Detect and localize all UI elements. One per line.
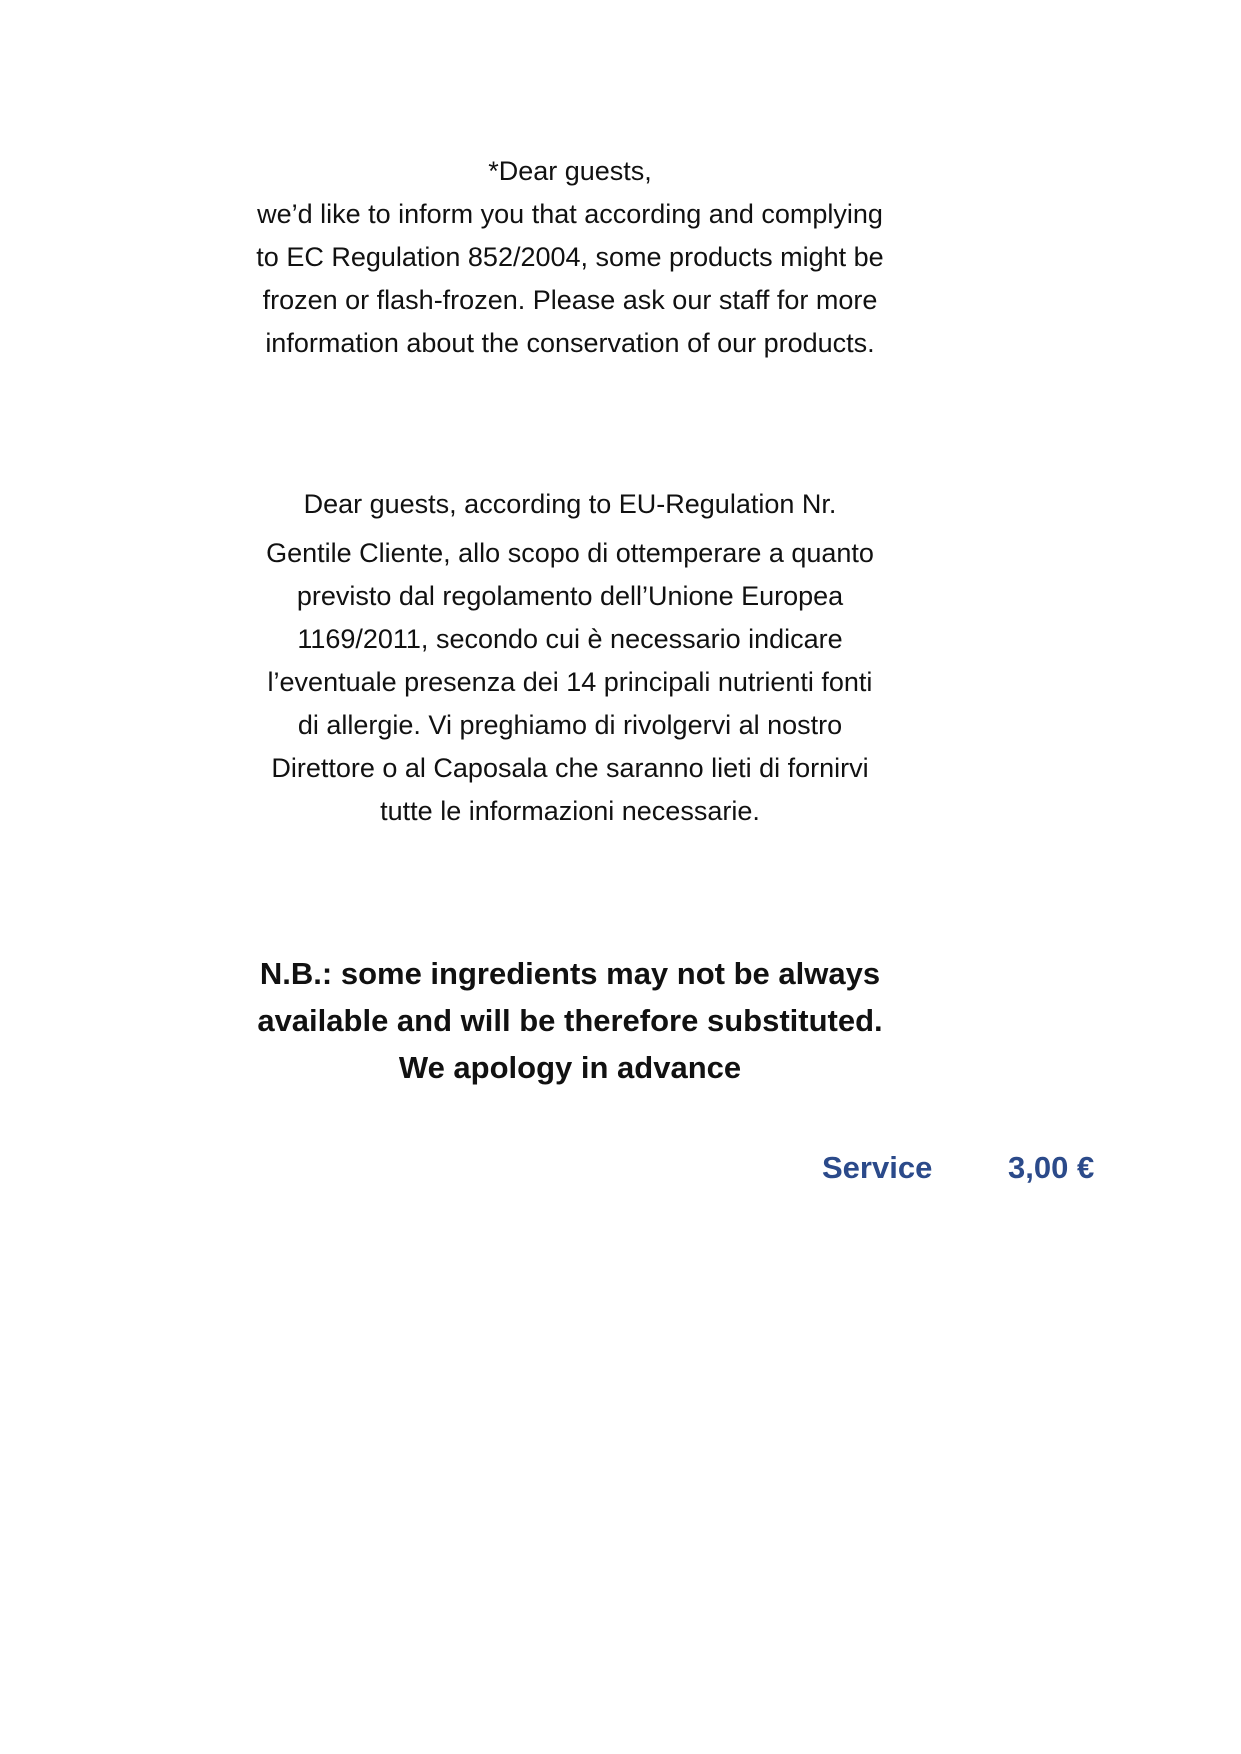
service-label: Service [822, 1150, 933, 1185]
availability-notice [150, 950, 990, 1091]
allergens-notice-line: 1169/2011, secondo cui è necessario indicare [297, 624, 843, 654]
allergens-notice-line: di allergie. Vi preghiamo di rivolgervi al nostro [297, 710, 843, 740]
allergens-notice-line: tutte le informazioni necessarie. [380, 796, 760, 826]
frozen-notice-line: frozen or flash-frozen. Please ask our staff for more [262, 285, 878, 315]
service-price: 3,00 € [1008, 1150, 1095, 1185]
availability-notice-line: N.B.: some ingredients may not be always [259, 956, 881, 991]
allergens-notice-line: Direttore o al Caposala che saranno lieti di fornirvi [271, 753, 869, 783]
allergens-notice-line: Dear guests, according to EU-Regulation Nr. [303, 489, 837, 519]
frozen-notice-line: to EC Regulation 852/2004, some products might be [256, 242, 884, 272]
allergens-notice-line: l’eventuale presenza dei 14 principali nutrienti fonti [267, 667, 873, 697]
service-charge-row [700, 1150, 1120, 1198]
frozen-products-notice [150, 150, 990, 365]
availability-notice-line: available and will be therefore substituted. [257, 1003, 883, 1038]
frozen-notice-line: *Dear guests, [488, 156, 652, 186]
allergens-notice [150, 483, 990, 833]
allergens-notice-line: previsto dal regolamento dell’Unione Europea [296, 581, 844, 611]
allergens-notice-line: Gentile Cliente, allo scopo di ottemperare a quanto [266, 538, 874, 568]
frozen-notice-line: information about the conservation of our products. [265, 328, 875, 358]
frozen-notice-line: we’d like to inform you that according and complying [257, 199, 883, 229]
availability-notice-line: We apology in advance [398, 1050, 742, 1085]
